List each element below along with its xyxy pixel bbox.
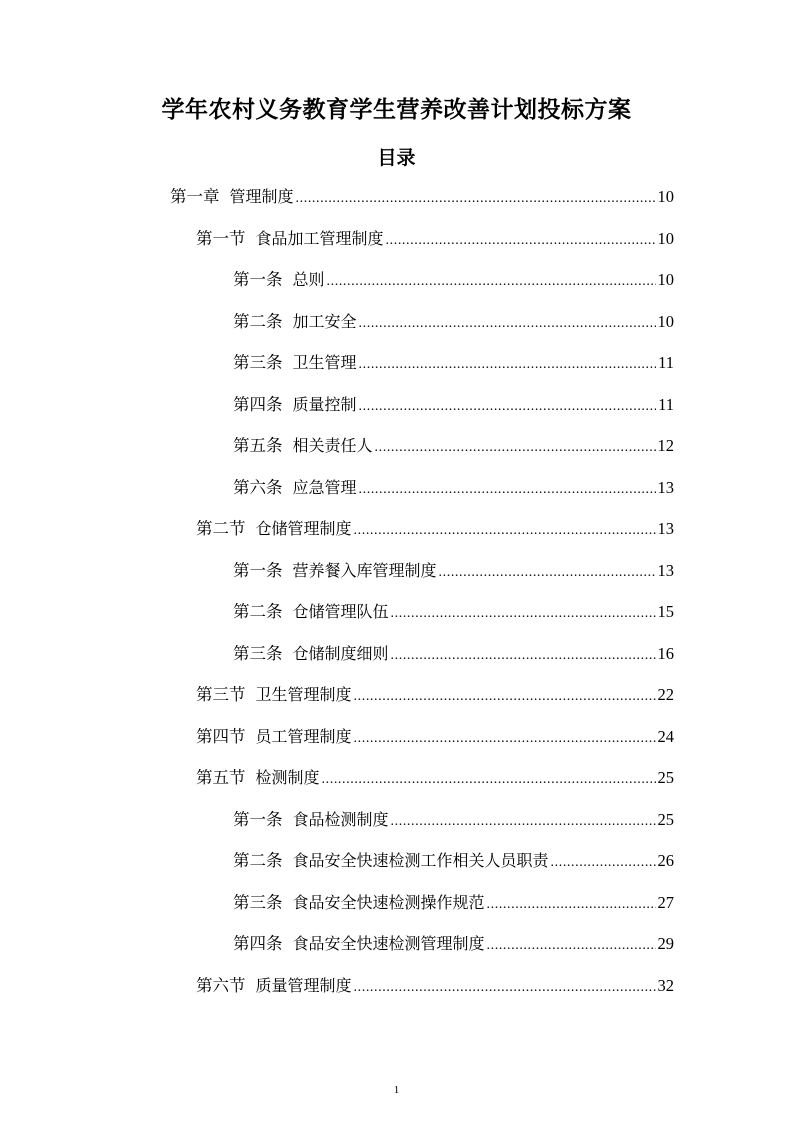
toc-leader-dots [375,436,656,460]
toc-entry-chapter-1[interactable] [170,185,674,209]
toc-entry-number: 第三条 [233,893,283,912]
toc-entry-number: 第四条 [233,395,283,414]
toc-entry-page: 13 [657,519,674,538]
toc-entry-page: 13 [657,561,674,580]
toc-entry-article[interactable] [233,268,674,292]
toc-entry-title: 仓储管理队伍 [292,602,389,621]
toc-entry-article[interactable] [233,849,674,873]
toc-leader-dots [391,810,656,834]
toc-leader-dots [439,561,656,585]
toc-entry-section-6[interactable] [196,974,674,998]
toc-entry-title: 管理制度 [229,187,294,206]
toc-entry-number: 第五节 [196,768,246,787]
toc-leader-dots [487,893,656,917]
toc-entry-page: 22 [657,685,674,704]
toc-leader-dots [296,187,656,211]
toc-entry-page: 29 [657,934,674,953]
toc-entry-number: 第一条 [233,561,283,580]
toc-entry-title: 质量管理制度 [255,976,352,995]
toc-entry-title: 食品加工管理制度 [255,229,384,248]
toc-entry-title: 卫生管理制度 [255,685,352,704]
toc-entry-page: 15 [657,602,674,621]
toc-entry-page: 16 [657,644,674,663]
toc-entry-number: 第六节 [196,976,246,995]
toc-leader-dots [322,768,656,792]
toc-entry-article[interactable] [233,600,674,624]
toc-entry-page: 24 [657,727,674,746]
toc-entry-article[interactable] [233,434,674,458]
toc-entry-page: 13 [657,478,674,497]
page-number: 1 [393,1084,400,1096]
toc-entry-article[interactable] [233,642,674,666]
toc-entry-page: 10 [657,187,674,206]
toc-entry-title: 食品检测制度 [292,810,389,829]
toc-entry-number: 第六条 [233,478,283,497]
toc-leader-dots [354,727,656,751]
toc-entry-number: 第一节 [196,229,246,248]
toc-entry-section-5[interactable] [196,766,674,790]
toc-entry-number: 第三条 [233,644,283,663]
toc-entry-article[interactable] [233,932,674,956]
toc-entry-article[interactable] [233,393,674,417]
toc-entry-title: 员工管理制度 [255,727,352,746]
toc-leader-dots [391,644,656,668]
toc-entry-page: 27 [657,893,674,912]
toc-entry-number: 第四条 [233,934,283,953]
toc-entry-title: 营养餐入库管理制度 [292,561,437,580]
toc-heading: 目录 [377,147,416,169]
toc-entry-page: 11 [658,353,674,372]
toc-entry-article[interactable] [233,351,674,375]
toc-entry-number: 第一章 [170,187,220,206]
toc-entry-section-2[interactable] [196,517,674,541]
toc-entry-article[interactable] [233,310,674,334]
toc-entry-title: 食品安全快速检测操作规范 [292,893,485,912]
toc-entry-number: 第一条 [233,810,283,829]
toc-entry-article[interactable] [233,559,674,583]
toc-leader-dots [354,519,656,543]
toc-leader-dots [359,312,656,336]
toc-entry-number: 第四节 [196,727,246,746]
toc-entry-page: 10 [657,312,674,331]
toc-entry-number: 第二节 [196,519,246,538]
toc-entry-page: 10 [657,270,674,289]
toc-entry-title: 仓储制度细则 [292,644,389,663]
toc-leader-dots [391,602,656,626]
toc-entry-article[interactable] [233,808,674,832]
toc-entry-page: 26 [657,851,674,870]
toc-leader-dots [487,934,656,958]
toc-entry-section-4[interactable] [196,725,674,749]
toc-entry-page: 25 [657,810,674,829]
toc-leader-dots [327,270,656,294]
toc-entry-section-3[interactable] [196,683,674,707]
toc-leader-dots [359,395,657,419]
toc-entry-article[interactable] [233,891,674,915]
toc-entry-title: 食品安全快速检测管理制度 [292,934,485,953]
toc-entry-title: 应急管理 [292,478,357,497]
toc-entry-title: 总则 [292,270,325,289]
toc-leader-dots [551,851,656,875]
toc-leader-dots [359,478,656,502]
toc-entry-page: 25 [657,768,674,787]
toc-entry-title: 加工安全 [292,312,357,331]
toc-entry-number: 第二条 [233,312,283,331]
document-title: 学年农村义务教育学生营养改善计划投标方案 [161,97,632,123]
toc-entry-section-1[interactable] [196,227,674,251]
toc-entry-title: 卫生管理 [292,353,357,372]
toc-entry-title: 食品安全快速检测工作相关人员职责 [292,851,549,870]
toc-entry-title: 仓储管理制度 [255,519,352,538]
toc-entry-number: 第五条 [233,436,283,455]
toc-entry-page: 32 [657,976,674,995]
toc-entry-page: 11 [658,395,674,414]
toc-leader-dots [359,353,657,377]
toc-entry-number: 第一条 [233,270,283,289]
toc-entry-number: 第二条 [233,602,283,621]
toc-entry-number: 第二条 [233,851,283,870]
toc-entry-page: 12 [657,436,674,455]
toc-entry-page: 10 [657,229,674,248]
toc-entry-article[interactable] [233,476,674,500]
toc-entry-title: 检测制度 [255,768,320,787]
toc-entry-title: 相关责任人 [292,436,373,455]
toc-entry-number: 第三条 [233,353,283,372]
toc-leader-dots [386,229,656,253]
toc-leader-dots [354,976,656,1000]
toc-entry-title: 质量控制 [292,395,357,414]
toc-leader-dots [354,685,656,709]
toc-entry-number: 第三节 [196,685,246,704]
